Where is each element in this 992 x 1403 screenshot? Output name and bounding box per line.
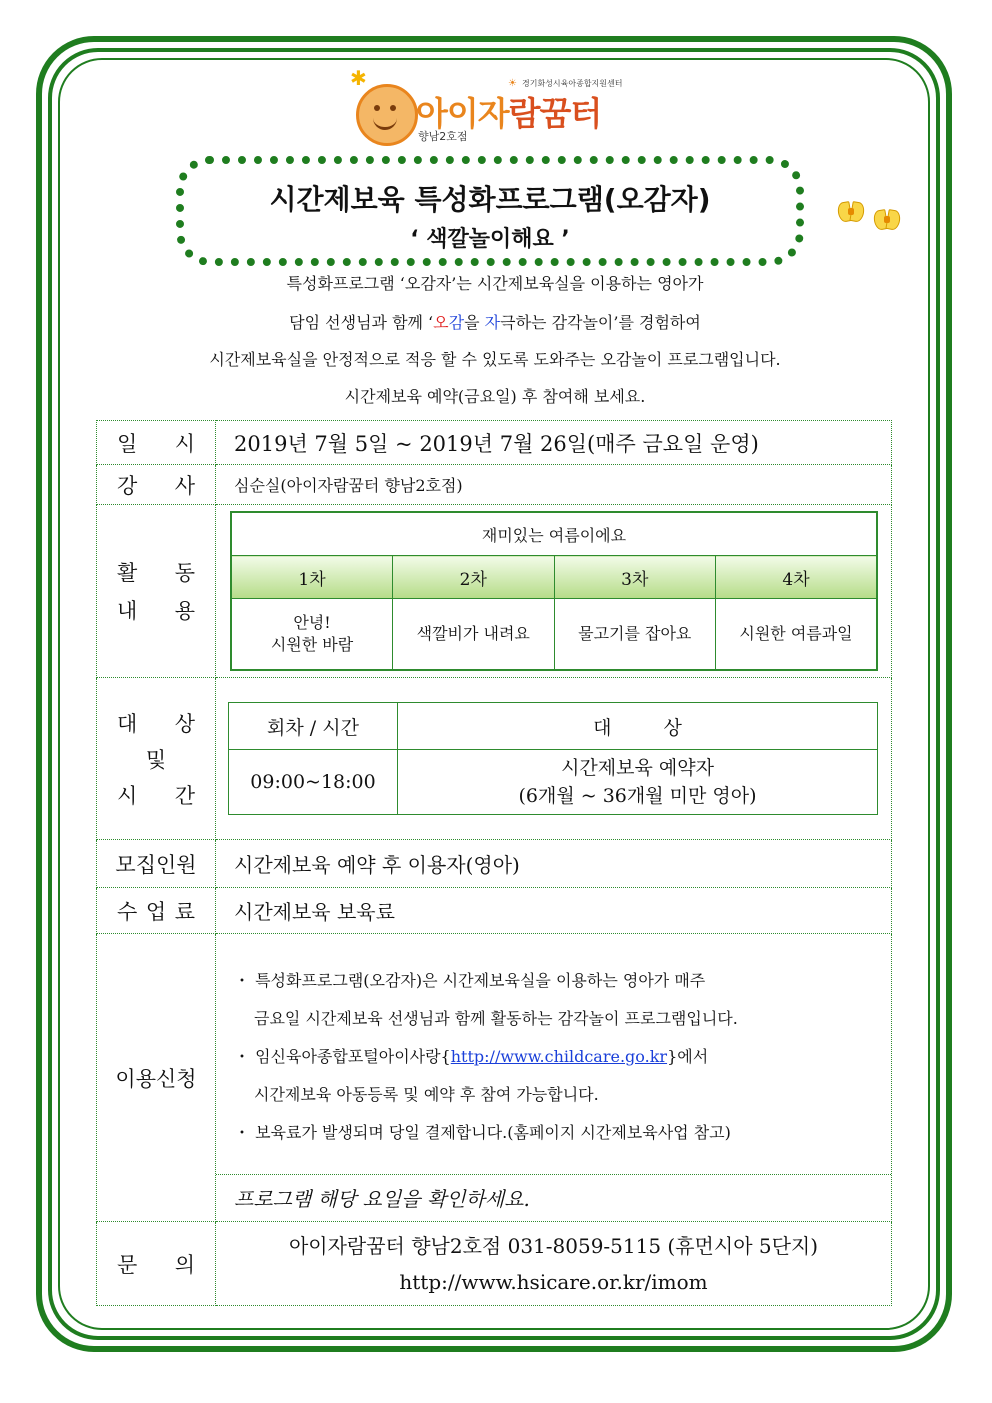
round-1: 1차: [231, 556, 393, 599]
row-apply: [97, 934, 892, 1222]
row-activity: [97, 505, 892, 678]
round-4: 4차: [716, 556, 878, 599]
row-instructor: [97, 465, 892, 505]
intro-line-3: 시간제보육실을 안정적으로 적응 할 수 있도록 도와주는 오감놀이 프로그램입니다.: [209, 350, 781, 369]
label-target: 대 상 및 시 간: [97, 678, 216, 840]
intro-line-2: 담임 선생님과 함께 ‘오감을 자극하는 감각놀이’를 경험하여: [289, 313, 701, 332]
head-time: 회차 / 시간: [229, 703, 398, 750]
row-fee: [97, 888, 892, 934]
apply-bullet-3: ・ 보육료가 발생되며 당일 결제합니다.(홈페이지 시간제보육사업 참고): [234, 1123, 731, 1142]
value-time: 09:00~18:00: [229, 750, 398, 815]
value-schedule: 2019년 7월 5일 ~ 2019년 7월 26일(매주 금요일 운영): [216, 421, 892, 465]
smiley-face-icon: [356, 84, 418, 146]
program-info-table: [96, 420, 892, 1306]
label-activity: 활 동 내 용: [97, 505, 216, 678]
logo-center-name: 경기화성시육아종합지원센터: [522, 79, 623, 88]
value-instructor: 심순실(아이자람꿈터 향남2호점): [216, 465, 892, 505]
logo-name: 아이자람꿈터: [416, 94, 602, 133]
star-icon: ✱: [350, 66, 367, 90]
label-schedule: 일 시: [97, 421, 216, 465]
row-recruit: [97, 840, 892, 888]
center-logo-icon: ☀: [508, 78, 517, 89]
apply-bullet-2-cont: 시간제보육 아동등록 및 예약 후 참여 가능합니다.: [254, 1085, 599, 1104]
page-title: 시간제보육 특성화프로그램(오감자): [269, 183, 711, 216]
value-target: 시간제보육 예약자 (6개월 ~ 36개월 미만 영아): [398, 750, 878, 815]
logo: [350, 66, 640, 152]
apply-bullet-1: ・ 특성화프로그램(오감자)은 시간제보육실을 이용하는 영아가 매주: [234, 971, 706, 990]
inquiry-contact: 아이자람꿈터 향남2호점 031-8059-5115 (휴먼시아 5단지): [288, 1233, 819, 1258]
round-3: 3차: [554, 556, 716, 599]
bow-icon: [838, 200, 864, 224]
title-box: [176, 156, 804, 266]
apply-note: 프로그램 해당 요일을 확인하세요.: [216, 1174, 891, 1221]
apply-bullet-2: ・ 임신육아종합포털아이사랑{http://www.childcare.go.kr}에서: [234, 1047, 709, 1066]
bow-icon: [874, 208, 900, 232]
apply-details: [216, 934, 891, 1174]
head-target: 대 상: [398, 703, 878, 750]
round-2: 2차: [393, 556, 555, 599]
apply-bullet-1-cont: 금요일 시간제보육 선생님과 함께 활동하는 감각놀이 프로그램입니다.: [254, 1009, 738, 1028]
intro-line-1: 특성화프로그램 ‘오감자’는 시간제보육실을 이용하는 영아가: [286, 274, 704, 293]
label-recruit: 모집인원: [97, 840, 216, 888]
row-inquiry: [97, 1222, 892, 1306]
label-instructor: 강 사: [97, 465, 216, 505]
value-recruit: 시간제보육 예약 후 이용자(영아): [216, 840, 892, 888]
row-schedule: [97, 421, 892, 465]
target-cell: [216, 678, 892, 840]
activity-theme: 재미있는 여름이에요: [231, 512, 877, 556]
activity-table: [230, 511, 878, 671]
label-fee: 수 업 료: [97, 888, 216, 934]
activity-content-3: 물고기를 잡아요: [554, 599, 716, 671]
intro-line-4: 시간제보육 예약(금요일) 후 참여해 보세요.: [344, 387, 646, 406]
page-subtitle: ‘ 색깔놀이해요 ’: [410, 227, 570, 252]
activity-cell: [216, 505, 892, 678]
target-table: [228, 702, 878, 815]
inquiry-cell: [216, 1222, 892, 1306]
apply-cell: [216, 934, 892, 1222]
activity-content-1: 안녕! 시원한 바람: [231, 599, 393, 671]
logo-branch: 향남2호점: [418, 130, 468, 143]
inquiry-url[interactable]: http://www.hsicare.or.kr/imom: [399, 1269, 708, 1294]
label-inquiry: 문 의: [97, 1222, 216, 1306]
childcare-link[interactable]: http://www.childcare.go.kr: [450, 1047, 668, 1066]
activity-content-2: 색깔비가 내려요: [393, 599, 555, 671]
label-apply: 이용신청: [97, 934, 216, 1222]
row-target: [97, 678, 892, 840]
activity-content-4: 시원한 여름과일: [716, 599, 878, 671]
value-fee: 시간제보육 보육료: [216, 888, 892, 934]
